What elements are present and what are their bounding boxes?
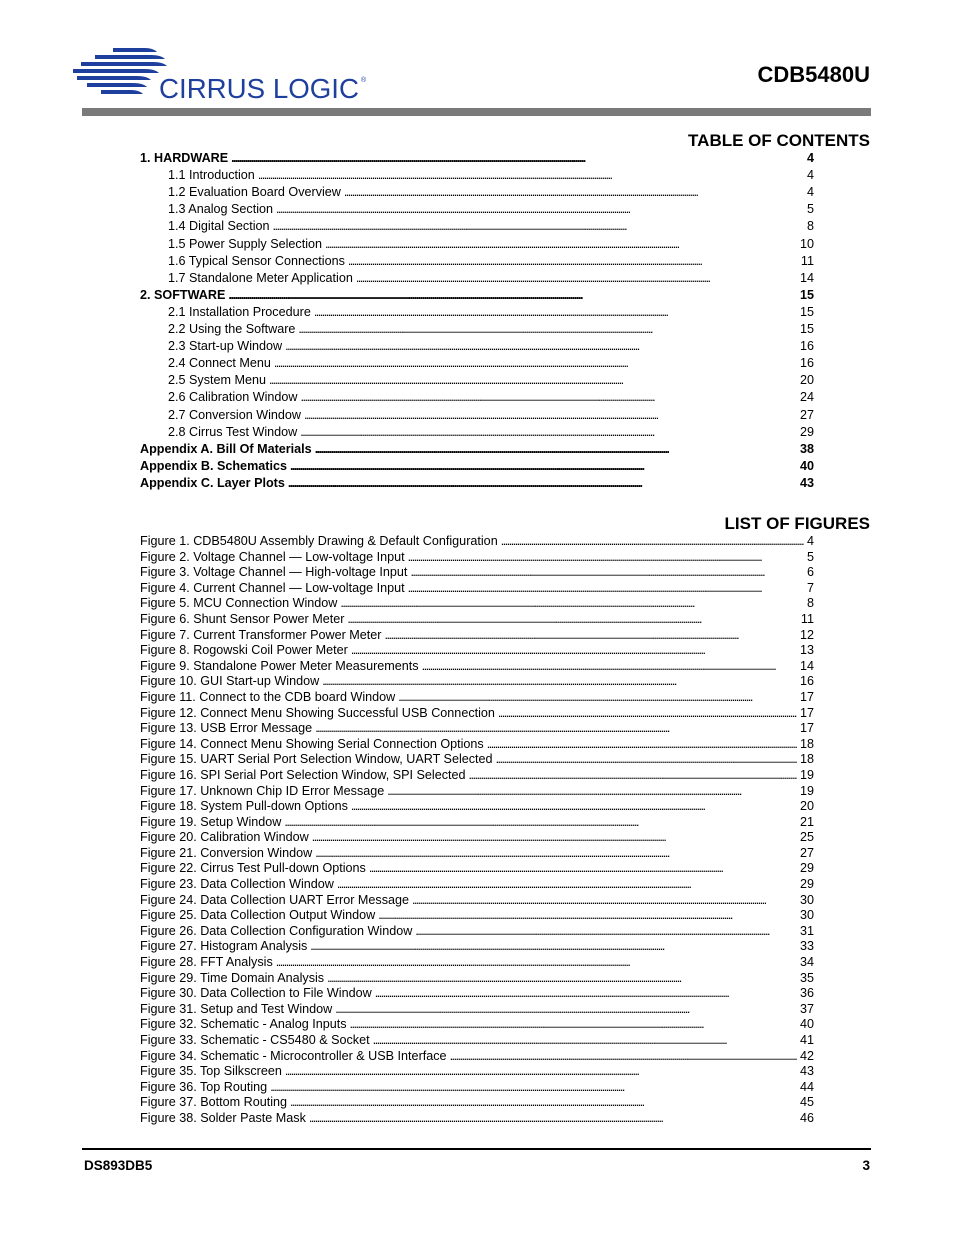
header-divider [82,108,871,116]
dot-leader [351,643,797,659]
dot-leader [415,924,797,940]
lof-entry[interactable] [140,674,814,690]
dot-leader [312,830,797,846]
toc-entry-label: 1.7 Standalone Meter Application [168,270,353,285]
lof-entry-label: Figure 37. Bottom Routing [140,1095,288,1110]
dot-leader [314,304,797,321]
lof-entry-page: 4 [806,534,814,548]
toc-entry[interactable] [140,406,814,423]
toc-entry-label: 2.4 Connect Menu [168,356,271,371]
lof-entry-label: Figure 2. Voltage Channel — Low-voltage Input [140,549,405,564]
lof-entry-page: 18 [799,736,814,751]
lof-entry-label: Figure 34. Schematic - Microcontroller & USB Interface [140,1048,447,1063]
lof-entry-label: Figure 28. FFT Analysis [140,955,273,970]
dot-leader [348,253,798,270]
lof-entry-page: 29 [799,877,814,892]
toc-entry-page: 4 [806,168,814,183]
lof-entry-page: 11 [800,611,814,626]
dot-leader [378,908,797,924]
dot-leader [315,441,797,458]
lof-entry-page: 5 [806,549,814,564]
lof-entry-page: 7 [806,580,814,595]
toc-entry[interactable] [140,458,814,475]
lof-entry-label: Figure 36. Top Routing [140,1079,268,1094]
lof-entry-label: Figure 24. Data Collection UART Error Message [140,892,410,907]
page-number: 3 [862,1158,870,1173]
toc-entry[interactable] [140,218,814,235]
lof-entry[interactable] [140,1049,814,1065]
toc-entry-label: 2. SOFTWARE [140,287,226,302]
lof-entry-label: Figure 6. Shunt Sensor Power Meter [140,611,345,626]
dot-leader [335,1002,797,1018]
toc-entry-label: 2.6 Calibration Window [168,390,298,405]
document-number: DS893DB5 [84,1158,153,1173]
lof-entry-page: 12 [799,627,814,642]
lof-entry[interactable] [140,752,814,768]
dot-leader [410,565,804,581]
dot-leader [276,201,804,218]
lof-entry[interactable] [140,1033,814,1049]
toc-entry-page: 14 [799,270,814,285]
lof-entry-page: 37 [799,1001,814,1016]
lof-entry[interactable] [140,955,814,971]
lof-entry-page: 20 [799,799,814,814]
lof-entry-label: Figure 9. Standalone Power Meter Measurements [140,658,419,673]
toc-entry[interactable] [140,338,814,355]
document-title: CDB5480U [757,62,870,87]
toc-entry-page: 8 [806,219,814,234]
lof-entry-label: Figure 31. Setup and Test Window [140,1001,333,1016]
toc-entry-page: 20 [799,373,814,388]
toc-entry-label: Appendix C. Layer Plots [140,475,285,490]
lof-entry[interactable] [140,659,814,675]
lof-list [140,534,814,1127]
lof-entry-label: Figure 16. SPI Serial Port Selection Window, SPI Selected [140,767,466,782]
dot-leader [496,752,797,768]
lof-entry-page: 35 [799,970,814,985]
lof-entry[interactable] [140,1095,814,1111]
dot-leader [288,475,797,492]
lof-entry-label: Figure 33. Schematic - CS5480 & Socket [140,1033,370,1047]
toc-entry-label: 2.5 System Menu [168,373,266,388]
lof-entry-page: 31 [799,923,814,938]
toc-entry[interactable] [140,150,814,167]
toc-entry-page: 10 [799,236,814,251]
dot-leader [285,338,797,355]
toc-entry-label: 2.2 Using the Software [168,322,296,337]
lof-entry[interactable] [140,784,814,800]
lof-entry-label: Figure 18. System Pull-down Options [140,799,348,814]
dot-leader [412,893,797,909]
lof-entry-label: Figure 7. Current Transformer Power Meter [140,627,382,642]
dot-leader [269,372,797,389]
toc-entry[interactable] [140,253,814,270]
dot-leader [384,628,797,644]
lof-entry-page: 45 [799,1095,814,1110]
dot-leader [344,184,804,201]
dot-leader [337,877,797,893]
lof-entry[interactable] [140,565,814,581]
lof-entry[interactable] [140,971,814,987]
lof-entry-page: 29 [799,861,814,876]
lof-entry[interactable] [140,799,814,815]
dot-leader [387,784,797,800]
lof-entry-page: 21 [799,814,814,829]
toc-entry[interactable] [140,235,814,252]
lof-entry-page: 30 [799,908,814,923]
toc-entry-label: 1.2 Evaluation Board Overview [168,185,341,200]
toc-entry-label: Appendix A. Bill Of Materials [140,441,312,456]
toc-entry[interactable] [140,270,814,287]
lof-entry-label: Figure 25. Data Collection Output Window [140,908,376,923]
dot-leader [274,355,797,372]
lof-entry-label: Figure 14. Connect Menu Showing Serial Connection Options [140,736,484,751]
lof-entry[interactable] [140,1111,814,1127]
dot-leader [498,706,797,722]
toc-entry-label: 2.7 Conversion Window [168,407,301,422]
lof-entry-label: Figure 10. GUI Start-up Window [140,674,320,689]
lof-entry-page: 27 [799,845,814,860]
dot-leader [228,287,797,304]
toc-entry[interactable] [140,184,814,201]
lof-entry-label: Figure 4. Current Channel — Low-voltage Input [140,580,405,595]
lof-entry-page: 46 [799,1110,814,1125]
dot-leader [373,1033,797,1049]
lof-entry-page: 25 [799,830,814,845]
toc-entry-label: Appendix B. Schematics [140,458,287,473]
dot-leader [285,1064,797,1080]
lof-entry-label: Figure 1. CDB5480U Assembly Drawing & Default Configuration [140,534,498,548]
toc-entry[interactable] [140,424,814,441]
lof-entry-page: 8 [806,596,814,611]
dot-leader [375,986,797,1002]
lof-entry-label: Figure 8. Rogowski Coil Power Meter [140,643,348,658]
toc-entry-page: 15 [799,287,814,302]
lof-entry[interactable] [140,596,814,612]
lof-entry-page: 19 [799,783,814,798]
lof-entry-page: 19 [799,767,814,782]
lof-entry-label: Figure 12. Connect Menu Showing Successful USB Connection [140,705,495,720]
lof-entry-label: Figure 23. Data Collection Window [140,877,334,892]
toc-entry[interactable] [140,201,814,218]
toc-list [140,150,814,492]
lof-entry[interactable] [140,1017,814,1033]
lof-entry[interactable] [140,939,814,955]
lof-entry[interactable] [140,1002,814,1018]
toc-entry-page: 15 [799,322,814,337]
dot-leader [290,1095,797,1111]
lof-entry[interactable] [140,628,814,644]
toc-entry-label: 1.3 Analog Section [168,202,274,217]
lof-entry-label: Figure 13. USB Error Message [140,721,313,736]
dot-leader [258,167,804,184]
toc-entry-label: 2.8 Cirrus Test Window [168,424,298,439]
lof-entry-page: 36 [799,986,814,1001]
dot-leader [304,407,797,424]
lof-entry[interactable] [140,1064,814,1080]
toc-entry[interactable] [140,304,814,321]
lof-entry-page: 40 [799,1017,814,1032]
dot-leader [347,612,798,628]
toc-entry-page: 40 [799,458,814,473]
dot-leader [340,596,804,612]
dot-leader [273,218,804,235]
toc-entry-page: 4 [806,151,814,166]
lof-entry-label: Figure 3. Voltage Channel — High-voltage Input [140,565,408,580]
lof-entry-page: 14 [799,658,814,673]
toc-entry-page: 11 [800,253,814,268]
footer-divider [82,1148,871,1150]
lof-heading: LIST OF FIGURES [724,514,870,533]
lof-entry[interactable] [140,690,814,706]
lof-entry[interactable] [140,893,814,909]
toc-entry[interactable] [140,287,814,304]
dot-leader [487,737,797,753]
lof-entry-page: 17 [799,689,814,704]
lof-entry-label: Figure 19. Setup Window [140,814,282,829]
lof-entry[interactable] [140,877,814,893]
lof-entry-label: Figure 35. Top Silkscreen [140,1064,282,1079]
dot-leader [301,389,797,406]
dot-leader [469,768,797,784]
dot-leader [315,721,797,737]
dot-leader [501,534,804,550]
svg-text:®: ® [361,77,367,84]
lof-entry-label: Figure 30. Data Collection to File Window [140,986,372,1001]
lof-entry-label: Figure 21. Conversion Window [140,845,313,860]
toc-entry-page: 4 [806,185,814,200]
lof-entry-page: 16 [799,674,814,689]
lof-entry[interactable] [140,861,814,877]
lof-entry-label: Figure 32. Schematic - Analog Inputs [140,1017,347,1032]
lof-entry-label: Figure 11. Connect to the CDB board Window [140,689,396,704]
lof-entry-label: Figure 5. MCU Connection Window [140,596,338,611]
cirrus-swoosh-icon [73,44,373,102]
dot-leader [351,799,797,815]
toc-heading: TABLE OF CONTENTS [688,131,870,150]
lof-entry[interactable] [140,908,814,924]
lof-entry-page: 13 [799,643,814,658]
dot-leader [298,321,797,338]
dot-leader [325,236,797,253]
cirrus-logic-logo [73,44,373,102]
dot-leader [327,971,797,987]
dot-leader [284,815,797,831]
lof-entry[interactable] [140,612,814,628]
lof-entry[interactable] [140,737,814,753]
dot-leader [315,846,797,862]
lof-entry-label: Figure 20. Calibration Window [140,830,309,845]
lof-entry-label: Figure 15. UART Serial Port Selection Window, UART Selected [140,752,493,767]
lof-entry[interactable] [140,924,814,940]
toc-entry[interactable] [140,321,814,338]
dot-leader [369,861,797,877]
lof-entry[interactable] [140,815,814,831]
toc-entry-page: 43 [799,475,814,490]
dot-leader [310,939,797,955]
lof-entry-page: 30 [799,892,814,907]
toc-entry[interactable] [140,475,814,492]
dot-leader [322,674,797,690]
dot-leader [408,581,804,597]
toc-entry-label: 2.1 Installation Procedure [168,304,311,319]
toc-entry-label: 1.5 Power Supply Selection [168,236,323,251]
lof-entry-page: 43 [799,1064,814,1079]
toc-entry-label: 1.4 Digital Section [168,219,270,234]
lof-entry-page: 6 [806,565,814,580]
lof-entry-label: Figure 27. Histogram Analysis [140,939,308,954]
lof-entry-label: Figure 22. Cirrus Test Pull-down Options [140,861,366,876]
toc-entry-page: 5 [806,202,814,217]
lof-entry-page: 42 [799,1048,814,1063]
lof-entry-page: 18 [799,752,814,767]
lof-entry[interactable] [140,643,814,659]
dot-leader [408,550,804,566]
lof-entry[interactable] [140,706,814,722]
toc-entry[interactable] [140,355,814,372]
toc-entry[interactable] [140,389,814,406]
lof-entry-page: 41 [799,1033,814,1047]
lof-entry-page: 44 [799,1079,814,1094]
dot-leader [231,150,804,167]
toc-entry-page: 38 [799,441,814,456]
toc-entry-label: 1.6 Typical Sensor Connections [168,253,345,268]
dot-leader [309,1111,797,1127]
lof-entry[interactable] [140,830,814,846]
lof-entry[interactable] [140,768,814,784]
dot-leader [350,1017,797,1033]
toc-entry-page: 16 [799,339,814,354]
toc-entry-label: 2.3 Start-up Window [168,339,283,354]
toc-entry-page: 29 [799,424,814,439]
toc-entry[interactable] [140,372,814,389]
lof-entry[interactable] [140,534,814,550]
dot-leader [300,424,797,441]
lof-entry-page: 17 [799,721,814,736]
lof-entry-label: Figure 17. Unknown Chip ID Error Message [140,783,385,798]
toc-entry-label: 1.1 Introduction [168,168,255,183]
toc-entry-page: 24 [799,390,814,405]
lof-entry[interactable] [140,1080,814,1096]
lof-entry-page: 17 [799,705,814,720]
lof-entry[interactable] [140,986,814,1002]
toc-entry[interactable] [140,167,814,184]
toc-entry[interactable] [140,441,814,458]
dot-leader [290,458,797,475]
lof-entry[interactable] [140,581,814,597]
lof-entry-label: Figure 38. Solder Paste Mask [140,1110,306,1125]
lof-entry-label: Figure 29. Time Domain Analysis [140,970,325,985]
dot-leader [422,659,797,675]
lof-entry-label: Figure 26. Data Collection Configuration Window [140,923,413,938]
toc-entry-label: 1. HARDWARE [140,151,229,166]
lof-entry[interactable] [140,846,814,862]
dot-leader [270,1080,797,1096]
toc-entry-page: 27 [799,407,814,422]
lof-entry[interactable] [140,721,814,737]
toc-entry-page: 15 [799,304,814,319]
lof-entry-page: 33 [799,939,814,954]
toc-entry-page: 16 [799,356,814,371]
dot-leader [450,1049,797,1065]
lof-entry-page: 34 [799,955,814,970]
dot-leader [398,690,797,706]
logo-wordmark: CIRRUS LOGIC [159,73,359,102]
lof-entry[interactable] [140,550,814,566]
dot-leader [356,270,797,287]
dot-leader [276,955,797,971]
